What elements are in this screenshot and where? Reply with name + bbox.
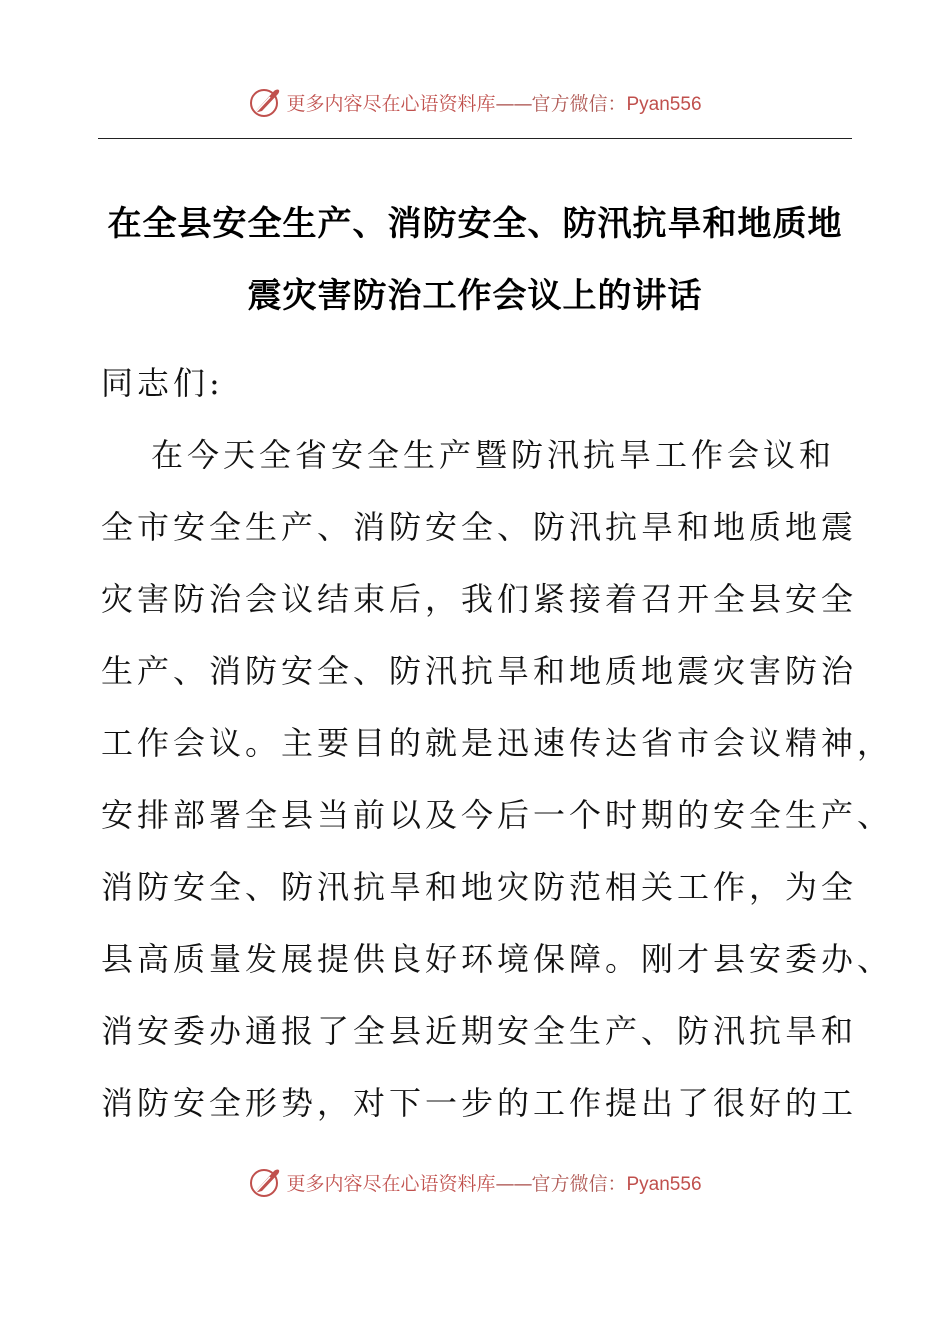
watermark-dash: —— xyxy=(495,92,532,115)
paragraph-line: 消防安全形势，对下一步的工作提出了很好的工 xyxy=(101,1084,858,1122)
watermark-text xyxy=(286,89,701,116)
document-body xyxy=(101,347,894,1139)
watermark-site: 更多内容尽在心语资料库 xyxy=(286,92,496,115)
paragraph-line: 县高质量发展提供良好环境保障。刚才县安委办、 xyxy=(101,940,894,978)
watermark-wechat-label: 官方微信： xyxy=(531,1172,627,1195)
document-title xyxy=(98,188,852,332)
title-line: 在全县安全生产、消防安全、防汛抗旱和地质地 xyxy=(107,204,843,244)
title-line: 震灾害防治工作会议上的讲话 xyxy=(247,276,703,316)
paragraph-line: 工作会议。主要目的就是迅速传达省市会议精神， xyxy=(101,724,894,762)
header-watermark xyxy=(0,82,950,122)
watermark-site: 更多内容尽在心语资料库 xyxy=(286,1172,496,1195)
quill-logo-icon xyxy=(248,85,282,119)
paragraph-line: 全市安全生产、消防安全、防汛抗旱和地质地震 xyxy=(101,508,858,546)
header-divider xyxy=(98,138,852,139)
watermark-wechat-label: 官方微信： xyxy=(531,92,627,115)
watermark-wechat-id: Pyan556 xyxy=(626,1173,702,1195)
paragraph-line: 消防安全、防汛抗旱和地灾防范相关工作，为全 xyxy=(101,868,858,906)
footer-watermark xyxy=(0,1162,950,1202)
paragraph-line: 消安委办通报了全县近期安全生产、防汛抗旱和 xyxy=(101,1012,858,1050)
watermark-wechat-id: Pyan556 xyxy=(626,93,702,115)
salutation: 同志们: xyxy=(101,364,224,402)
paragraph-line: 生产、消防安全、防汛抗旱和地质地震灾害防治 xyxy=(101,652,858,690)
paragraph-line: 在今天全省安全生产暨防汛抗旱工作会议和 xyxy=(151,436,836,474)
paragraph-line: 安排部署全县当前以及今后一个时期的安全生产、 xyxy=(101,796,894,834)
watermark-text xyxy=(286,1169,701,1196)
watermark-dash: —— xyxy=(495,1172,532,1195)
paragraph-line: 灾害防治会议结束后，我们紧接着召开全县安全 xyxy=(101,580,858,618)
quill-logo-icon xyxy=(248,1165,282,1199)
